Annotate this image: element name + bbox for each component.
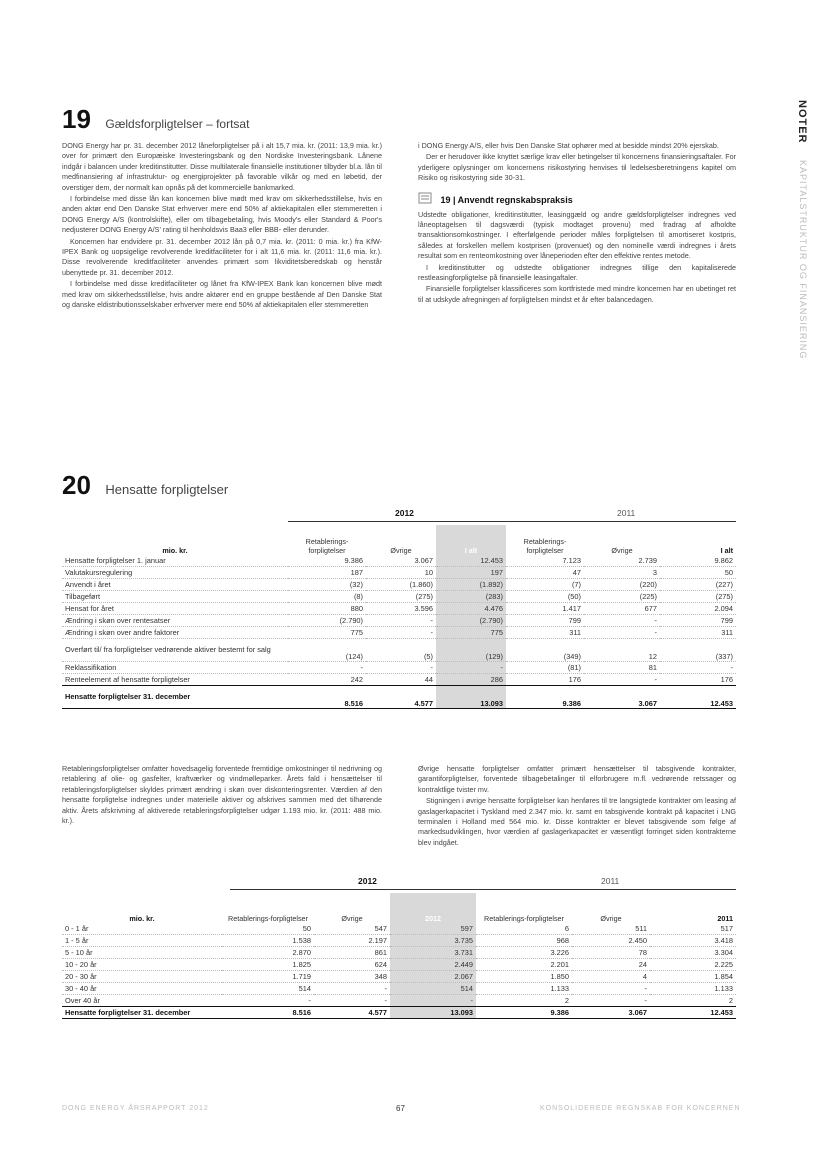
table-row (62, 935, 736, 947)
row-label: Ændring i skøn over andre faktorer (62, 627, 288, 639)
cell: 4.577 (366, 686, 436, 709)
row-label: 5 - 10 år (62, 947, 222, 959)
cell: - (436, 662, 506, 674)
cell: - (314, 983, 390, 995)
cell: 1.850 (476, 971, 572, 983)
cell: (1.860) (366, 579, 436, 591)
column-header: Øvrige (600, 914, 622, 923)
cell: 1.538 (222, 935, 314, 947)
cell: (1.892) (436, 579, 506, 591)
cell: - (288, 662, 366, 674)
year-label-2011: 2011 (617, 508, 636, 518)
row-label: 0 - 1 år (62, 923, 222, 935)
column-header: 2012 (390, 893, 476, 923)
cell: - (366, 627, 436, 639)
side-notes-label: NOTER (796, 100, 808, 144)
cell: - (366, 662, 436, 674)
cell: 13.093 (390, 1007, 476, 1019)
cell: (275) (660, 591, 736, 603)
row-label: Hensatte forpligtelser 31. december (62, 1007, 222, 1019)
table-row (62, 579, 736, 591)
table-header-row (62, 893, 736, 923)
row-label: Hensatte forpligtelser 31. december (62, 686, 288, 709)
cell: (275) (366, 591, 436, 603)
table-total-row (62, 1007, 736, 1019)
cell: (32) (288, 579, 366, 591)
cell: 3 (584, 567, 660, 579)
cell: 50 (222, 923, 314, 935)
section-19-heading (62, 104, 249, 135)
cell: 44 (366, 674, 436, 686)
cell: 799 (660, 615, 736, 627)
row-label: Over 40 år (62, 995, 222, 1007)
cell: 1.825 (222, 959, 314, 971)
cell: 2 (650, 995, 736, 1007)
paragraph: Finansielle forpligtelser klassificeres som kortfristede med mindre koncernen har en ubetinget ret til at udskyde afregningen af forpligtelsen mindst et år efter balancedagen. (418, 284, 736, 304)
row-label: Hensat for året (62, 603, 288, 615)
cell: 2.225 (650, 959, 736, 971)
cell: - (584, 627, 660, 639)
cell: (81) (506, 662, 584, 674)
column-header: Retablerings-forpligtelser (228, 914, 308, 923)
column-header: Øvrige (390, 546, 412, 555)
cell: 4 (572, 971, 650, 983)
row-label: Valutakursregulering (62, 567, 288, 579)
table-row (62, 995, 736, 1007)
cell: 12.453 (650, 1007, 736, 1019)
section-title: Gældsforpligtelser – fortsat (105, 117, 250, 131)
section-20-left-text (62, 764, 382, 827)
paragraph: I forbindelse med disse kreditfaciliteter og lånet fra KfW-IPEX Bank kan koncernen blive mødt med krav om sikkerhedsstillelse, hvis andre aktører end en gruppe bestående af Den Danske Stat og danske eldistributionsselskaber erhverver mere end 50% af aktiekapitalen eller stemmeretten (62, 279, 382, 310)
provisions-movement-table (62, 525, 736, 709)
column-header: Øvrige (611, 546, 633, 555)
table-row (62, 555, 736, 567)
cell: 2.870 (222, 947, 314, 959)
cell: 7.123 (506, 555, 584, 567)
cell: 3.731 (390, 947, 476, 959)
cell: (2.790) (288, 615, 366, 627)
cell: 517 (650, 923, 736, 935)
cell: 511 (572, 923, 650, 935)
cell: 348 (314, 971, 390, 983)
cell: - (572, 983, 650, 995)
row-label: 10 - 20 år (62, 959, 222, 971)
cell: 2.094 (660, 603, 736, 615)
table-rule (230, 889, 736, 890)
table-row (62, 947, 736, 959)
cell: - (314, 995, 390, 1007)
cell: 1.133 (650, 983, 736, 995)
cell: 176 (660, 674, 736, 686)
cell: 799 (506, 615, 584, 627)
cell: 3.596 (366, 603, 436, 615)
footer-report-name: DONG ENERGY ÅRSRAPPORT 2012 (62, 1105, 209, 1112)
footer-section-name: KONSOLIDEREDE REGNSKAB FOR KONCERNEN (540, 1105, 741, 1112)
table-row (62, 971, 736, 983)
cell: - (222, 995, 314, 1007)
cell: - (660, 662, 736, 674)
row-label: Reklassifikation (62, 662, 288, 674)
paragraph: I forbindelse med disse lån kan koncernen blive mødt med krav om sikkerhedsstillelse, hvis en anden aktør end Den Danske Stat erhverver mere end 50% af aktiekapitalen eller stemmeretten i DONG Energy A/S (kontrolskifte), eller om tilbagebetaling, hvis Moody's eller Standard & Poor's nedjusterer DONG Energy A/S' rating til henholdsvis Baa3 eller BBB- eller derunder. (62, 194, 382, 235)
cell: 286 (436, 674, 506, 686)
row-label: Hensatte forpligtelser 1. januar (62, 555, 288, 567)
cell: - (572, 995, 650, 1007)
table-row (62, 591, 736, 603)
column-header: I alt (436, 525, 506, 555)
cell: 12.453 (436, 555, 506, 567)
cell: 10 (366, 567, 436, 579)
cell: 2.449 (390, 959, 476, 971)
section-number: 20 (62, 470, 91, 500)
cell: 2.197 (314, 935, 390, 947)
cell: 677 (584, 603, 660, 615)
cell: (50) (506, 591, 584, 603)
cell: 968 (476, 935, 572, 947)
cell: (227) (660, 579, 736, 591)
cell: 861 (314, 947, 390, 959)
section-19-right-column (418, 141, 736, 306)
paragraph: Koncernen har endvidere pr. 31. december 2012 lån på 0,7 mia. kr. (2011: 0 mia. kr.) fra KfW-IPEX Bank og uopsigelige revolverende kreditfaciliteter for i alt 11,6 mia. kr. (2011: 11,6 mia. kr.). Disse revolverende kreditfaciliteter anvendes primært som likviditetsberedskab og henstår ubenyttede pr. 31. december 2012. (62, 236, 382, 277)
section-number: 19 (62, 104, 91, 134)
cell: 9.862 (660, 555, 736, 567)
row-label: 30 - 40 år (62, 983, 222, 995)
cell: 514 (222, 983, 314, 995)
cell: 9.386 (288, 555, 366, 567)
cell: 242 (288, 674, 366, 686)
table-row (62, 959, 736, 971)
column-header: Retablerings-forpligtelser (523, 537, 567, 555)
cell: 3.304 (650, 947, 736, 959)
paragraph: Der er herudover ikke knyttet særlige krav eller betingelser til koncernens finansieringsaftaler. For yderligere oplysninger om koncernens risikostyring henvises til ledelsesberetningens kapitel om Risiko og risikostyring side 30-31. (418, 152, 736, 183)
cell: 187 (288, 567, 366, 579)
cell: 4.476 (436, 603, 506, 615)
cell: (283) (436, 591, 506, 603)
cell: 78 (572, 947, 650, 959)
section-20-right-text (418, 764, 736, 849)
cell: (2.790) (436, 615, 506, 627)
cell: 24 (572, 959, 650, 971)
cell: 12 (584, 639, 660, 662)
cell: - (366, 615, 436, 627)
cell: (124) (288, 639, 366, 662)
cell: 3.067 (366, 555, 436, 567)
cell: 311 (506, 627, 584, 639)
column-header: 2011 (717, 914, 733, 923)
cell: 81 (584, 662, 660, 674)
cell: 1.133 (476, 983, 572, 995)
table-header-row (62, 525, 736, 555)
cell: 4.577 (314, 1007, 390, 1019)
cell: (8) (288, 591, 366, 603)
table-row (62, 674, 736, 686)
side-tab (796, 100, 818, 420)
cell: - (390, 995, 476, 1007)
cell: 2.067 (390, 971, 476, 983)
cell: 514 (390, 983, 476, 995)
table-row (62, 627, 736, 639)
cell: 12.453 (660, 686, 736, 709)
row-label: 1 - 5 år (62, 935, 222, 947)
cell: - (584, 615, 660, 627)
paragraph: Øvrige hensatte forpligtelser omfatter primært hensættelser til tabsgivende kontrakter, garantiforpligtelser, forventede tilbagebetalinger til elforbrugere m.fl. vedrørende retssager og kontraktlige tvister mv. (418, 764, 736, 794)
paragraph: I kreditinstitutter og udstedte obligationer indregnes tillige den kapitaliserede restleasingforpligtelse på finansielle leasingaftaler. (418, 262, 736, 283)
cell: 2.201 (476, 959, 572, 971)
cell: 3.226 (476, 947, 572, 959)
cell: (129) (436, 639, 506, 662)
cell: 2.450 (572, 935, 650, 947)
row-label: Overført til/ fra forpligtelser vedrørende aktiver bestemt for salg (62, 639, 288, 662)
cell: 597 (390, 923, 476, 935)
cell: 3.735 (390, 935, 476, 947)
cell: 176 (506, 674, 584, 686)
cell: 2 (476, 995, 572, 1007)
cell: 1.417 (506, 603, 584, 615)
table-row (62, 639, 736, 662)
cell: (7) (506, 579, 584, 591)
section-20-heading (62, 470, 228, 501)
accounting-policy-heading (418, 190, 736, 208)
cell: 3.067 (584, 686, 660, 709)
column-header: Retablerings-forpligtelser (484, 914, 564, 923)
column-header: Retablerings-forpligtelser (305, 537, 349, 555)
cell: 3.418 (650, 935, 736, 947)
cell: (5) (366, 639, 436, 662)
table-row (62, 662, 736, 674)
paragraph: i DONG Energy A/S, eller hvis Den Danske Stat ophører med at besidde mindst 20% ejerskab. (418, 141, 719, 150)
paragraph: Retableringsforpligtelser omfatter hovedsagelig forventede fremtidige omkostninger til nedrivning og retablering af olie- og gasfelter, kraftværker og vindmølleparker. Årets fald i hensættelser til retableringsforpligtelser skyldes primært ændring i skøn over diskonteringsrenter. Værdien af den hensatte forpligtelse indregnes under materielle aktiver og afskrives sammen med det tilhørende aktiv. Årets afskrivning af aktiverede retableringsforpligtelser udgør 1.193 mio. kr. (2011: 488 mio. kr.). (62, 764, 382, 826)
cell: 775 (288, 627, 366, 639)
cell: (349) (506, 639, 584, 662)
row-label: Tilbageført (62, 591, 288, 603)
side-section-label: KAPITALSTRUKTUR OG FINANSIERING (798, 160, 808, 360)
year-label-2011: 2011 (601, 876, 620, 886)
cell: 880 (288, 603, 366, 615)
cell: 47 (506, 567, 584, 579)
row-label: Ændring i skøn over rentesatser (62, 615, 288, 627)
cell: 6 (476, 923, 572, 935)
table-row (62, 603, 736, 615)
cell: 775 (436, 627, 506, 639)
paragraph: Stigningen i øvrige hensatte forpligtelser kan henføres til tre langsigtede kontrakter om leasing af gaslagerkapacitet i Tyskland med 2.347 mio. kr. samt en tabsgivende kontrakt på kapacitet i LNG terminalen i Holland med 564 mio. kr. Disse kontrakter er blevet tabsgivende som følge af markedsudviklingen, hvor værdien af gaslagerkapacitet er væsentligt forringet siden kontrakterne blev indgået. (418, 796, 736, 847)
column-header: Øvrige (341, 914, 363, 923)
subheading: 19 | Anvendt regnskabspraksis (440, 194, 573, 205)
paragraph: Udstedte obligationer, kreditinstitutter, leasinggæld og andre gældsforpligtelser indregnes ved låneoptagelsen til dagsværdi (typisk modtaget provenu) med fradrag af afholdte transaktionsomkostninger. I efterfølgende perioder måles forpligtelsen til amortiseret kostpris, således at forskellen mellem kostprisen (provenuet) og den nominelle værdi indregnes i årets resultat som en renteomkostning over låneperioden efter den effektive rentes metode. (418, 209, 736, 261)
column-header: mio. kr. (162, 546, 188, 555)
column-header: mio. kr. (129, 914, 155, 923)
year-label-2012: 2012 (358, 876, 377, 886)
row-label: Anvendt i året (62, 579, 288, 591)
column-header: I alt (720, 546, 733, 555)
year-label-2012: 2012 (395, 508, 414, 518)
table-row (62, 567, 736, 579)
cell: 547 (314, 923, 390, 935)
table-rule (288, 521, 736, 522)
cell: 311 (660, 627, 736, 639)
table-total-row (62, 686, 736, 709)
table-row (62, 983, 736, 995)
cell: (220) (584, 579, 660, 591)
cell: 9.386 (476, 1007, 572, 1019)
cell: 8.516 (222, 1007, 314, 1019)
row-label: Renteelement af hensatte forpligtelser (62, 674, 288, 686)
calculator-icon (418, 192, 432, 204)
cell: 13.093 (436, 686, 506, 709)
cell: 624 (314, 959, 390, 971)
table-row (62, 923, 736, 935)
section-title: Hensatte forpligtelser (105, 482, 229, 497)
cell: 8.516 (288, 686, 366, 709)
cell: 9.386 (506, 686, 584, 709)
cell: 3.067 (572, 1007, 650, 1019)
cell: 197 (436, 567, 506, 579)
cell: (225) (584, 591, 660, 603)
row-label: 20 - 30 år (62, 971, 222, 983)
cell: 1.719 (222, 971, 314, 983)
cell: 50 (660, 567, 736, 579)
paragraph: DONG Energy har pr. 31. december 2012 låneforpligtelser på i alt 15,7 mia. kr. (2011: 13,9 mia. kr.) over for primært den Europæiske Investeringsbank og den Nordiske Investeringsbank. Lånene indgår i balancen under kreditinstitutter. Disse multilaterale finansielle institutioner tilbyder bl.a. lån til medfinansiering af infrastruktur- og energiprojekter på favorable vilkår og med en løbetid, der overstiger dem, der normalt kan opnås på det kommercielle bankmarked. (62, 141, 382, 192)
section-19-left-column (62, 141, 382, 312)
cell: - (584, 674, 660, 686)
page-number: 67 (396, 1104, 405, 1113)
cell: (337) (660, 639, 736, 662)
cell: 2.739 (584, 555, 660, 567)
table-row (62, 615, 736, 627)
provisions-maturity-table (62, 893, 736, 1019)
cell: 1.854 (650, 971, 736, 983)
